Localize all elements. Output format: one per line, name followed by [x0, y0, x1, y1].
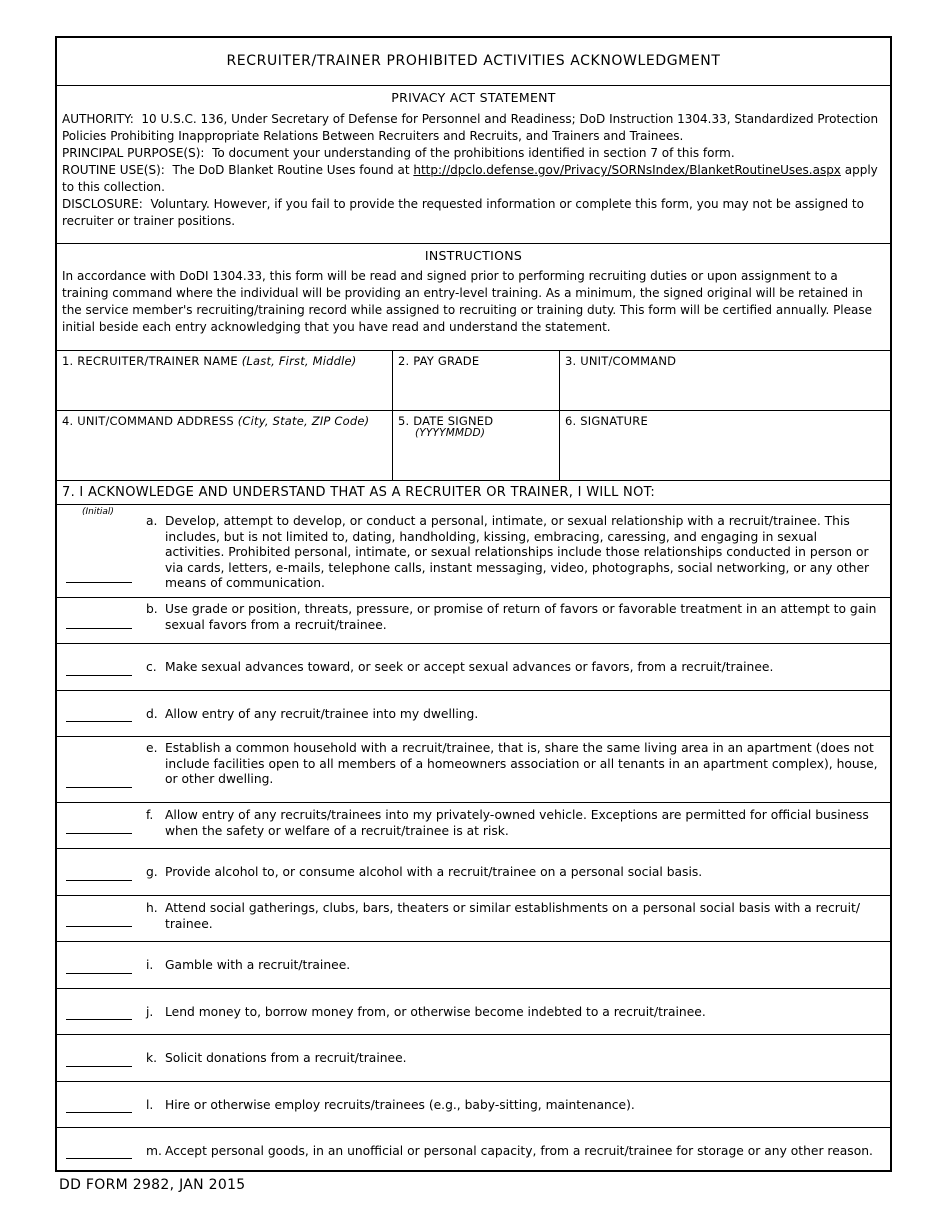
- acknowledgment-item: [57, 504, 890, 597]
- acknowledgment-statement: [146, 514, 880, 592]
- pay-grade-field[interactable]: [392, 351, 559, 410]
- acknowledgment-statement: [146, 1051, 880, 1067]
- address-label: 4. UNIT/COMMAND ADDRESS: [62, 414, 234, 428]
- initial-input-line[interactable]: [66, 880, 132, 881]
- authority-label: AUTHORITY:: [62, 112, 134, 126]
- privacy-heading: PRIVACY ACT STATEMENT: [391, 90, 556, 105]
- acknowledgment-item: [57, 597, 890, 643]
- initial-input-line[interactable]: [66, 1112, 132, 1113]
- routine-label: ROUTINE USE(S):: [62, 163, 165, 177]
- privacy-act-section: [57, 85, 890, 243]
- routine-uses-link[interactable]: http://dpclo.defense.gov/Privacy/SORNsIndex/BlanketRoutineUses.aspx: [413, 163, 841, 177]
- item-letter: k.: [146, 1051, 158, 1065]
- pay-grade-label: 2. PAY GRADE: [398, 354, 480, 368]
- initial-input-line[interactable]: [66, 721, 132, 722]
- instructions-heading: INSTRUCTIONS: [424, 248, 523, 263]
- acknowledgment-item: [57, 895, 890, 941]
- initial-input-line[interactable]: [66, 787, 132, 788]
- item-text: Solicit donations from a recruit/trainee.: [165, 1051, 407, 1065]
- acknowledgment-statement: [146, 741, 880, 788]
- item-letter: m.: [146, 1144, 162, 1158]
- item-letter: e.: [146, 741, 158, 755]
- item-text: Develop, attempt to develop, or conduct a personal, intimate, or sexual relationship with a recruit/trainee. This includes, but is not limited to, dating, handholding, kissing, embracing, caressing, and engaging in sexual activities. Prohibited personal, intimate, or sexual relationships include those relationships conducted in person or via cards, letters, e-mails, telephone calls, instant messaging, video, photographs, social networking, or any other means of communication.: [165, 514, 870, 590]
- purpose-label: PRINCIPAL PURPOSE(S):: [62, 146, 205, 160]
- acknowledgment-statement: [146, 808, 880, 839]
- info-row-1: [57, 350, 890, 410]
- acknowledgment-item: [57, 941, 890, 988]
- item-text: Provide alcohol to, or consume alcohol with a recruit/trainee on a personal social basis.: [165, 865, 703, 879]
- initial-input-line[interactable]: [66, 926, 132, 927]
- item-letter: i.: [146, 958, 154, 972]
- initial-input-line[interactable]: [66, 1019, 132, 1020]
- acknowledgment-statement: [146, 707, 880, 723]
- acknowledgment-item: [57, 848, 890, 895]
- info-row-2: [57, 410, 890, 480]
- initial-input-line[interactable]: [66, 973, 132, 974]
- name-field[interactable]: [57, 351, 392, 410]
- instructions-text: In accordance with DoDI 1304.33, this form will be read and signed prior to performing recruiting duties or upon assignment to a training command where the individual will be providing an entry-level training. As a minimum, the signed original will be retained in the service member's recruiting/training record while assigned to recruiting or training duty. This form will be certified annually. Please initial beside each entry acknowledging that you have read and understand the statement.: [62, 269, 873, 334]
- acknowledgment-statement: [146, 660, 880, 676]
- initial-input-line[interactable]: [66, 1066, 132, 1067]
- item-letter: d.: [146, 707, 158, 721]
- unit-command-field[interactable]: [559, 351, 894, 410]
- date-signed-label: 5. DATE SIGNED: [398, 414, 494, 428]
- item-text: Hire or otherwise employ recruits/trainees (e.g., baby-sitting, maintenance).: [165, 1098, 635, 1112]
- disclosure-text: Voluntary. However, if you fail to provide the requested information or complete this form, you may not be assigned to recruiter or trainer positions.: [62, 197, 864, 228]
- acknowledgment-item: [57, 736, 890, 802]
- name-label: 1. RECRUITER/TRAINER NAME: [62, 354, 238, 368]
- date-signed-field[interactable]: [392, 411, 559, 480]
- form-container: [55, 36, 892, 1172]
- acknowledgment-statement: [146, 1098, 880, 1114]
- item-letter: a.: [146, 514, 158, 528]
- initial-input-line[interactable]: [66, 582, 132, 583]
- item-text: Lend money to, borrow money from, or otherwise become indebted to a recruit/trainee.: [165, 1005, 706, 1019]
- name-hint: (Last, First, Middle): [241, 354, 357, 368]
- acknowledgment-item: [57, 643, 890, 690]
- initial-input-line[interactable]: [66, 628, 132, 629]
- address-field[interactable]: [57, 411, 392, 480]
- item-text: Allow entry of any recruit/trainee into my dwelling.: [165, 707, 479, 721]
- item-letter: c.: [146, 660, 157, 674]
- acknowledgment-item: [57, 802, 890, 848]
- item-letter: l.: [146, 1098, 154, 1112]
- item-text: Attend social gatherings, clubs, bars, theaters or similar establishments on a personal social basis with a recruit/ trainee.: [165, 901, 860, 931]
- acknowledgment-item: [57, 690, 890, 736]
- authority-text: 10 U.S.C. 136, Under Secretary of Defense for Personnel and Readiness; DoD Instruction 1304.33, Standardized Protection Policies Prohibiting Inappropriate Relations Between Recruiters and Recruits, and Trainers and Trainees.: [62, 112, 879, 143]
- initial-input-line[interactable]: [66, 1158, 132, 1159]
- item-text: Establish a common household with a recruit/trainee, that is, share the same living area in an apartment (does not include facilities open to all members of a homeowners association or all tenants in an apartment complex), house, or other dwelling.: [165, 741, 878, 786]
- instructions-section: [57, 243, 890, 350]
- item-text: Use grade or position, threats, pressure, or promise of return of favors or favorable treatment in an attempt to gain sexual favors from a recruit/trainee.: [165, 602, 877, 632]
- acknowledgment-statement: [146, 865, 880, 881]
- item-letter: b.: [146, 602, 158, 616]
- date-format-hint: (YYYYMMDD): [415, 427, 486, 439]
- address-hint: (City, State, ZIP Code): [237, 414, 370, 428]
- initial-column-label: (Initial): [82, 507, 114, 517]
- acknowledgment-statement: [146, 1144, 880, 1160]
- acknowledgment-statement: [146, 1005, 880, 1021]
- item-text: Gamble with a recruit/trainee.: [165, 958, 351, 972]
- authority-paragraph: [62, 111, 885, 145]
- acknowledgment-item: [57, 1081, 890, 1127]
- initial-input-line[interactable]: [66, 675, 132, 676]
- signature-field[interactable]: [559, 411, 894, 480]
- purpose-text: To document your understanding of the prohibitions identified in section 7 of this form.: [212, 146, 735, 160]
- acknowledgment-item: [57, 988, 890, 1034]
- item-text: Allow entry of any recruits/trainees into my privately-owned vehicle. Exceptions are permitted for official business when the safety or welfare of a recruit/trainee is at risk.: [165, 808, 869, 838]
- acknowledgment-item: [57, 1034, 890, 1081]
- routine-tail: apply to this collection.: [62, 163, 878, 194]
- item-text: Make sexual advances toward, or seek or accept sexual advances or favors, from a recruit/trainee.: [165, 660, 774, 674]
- purpose-paragraph: [62, 145, 885, 162]
- item-letter: g.: [146, 865, 158, 879]
- acknowledgment-statement: [146, 958, 880, 974]
- disclosure-label: DISCLOSURE:: [62, 197, 143, 211]
- initial-input-line[interactable]: [66, 833, 132, 834]
- routine-text: The DoD Blanket Routine Uses found at: [172, 163, 410, 177]
- form-footer: DD FORM 2982, JAN 2015: [59, 1177, 246, 1193]
- item-letter: j.: [146, 1005, 154, 1019]
- unit-command-label: 3. UNIT/COMMAND: [565, 354, 677, 368]
- item-text: Accept personal goods, in an unofficial or personal capacity, from a recruit/trainee for storage or any other reason.: [165, 1144, 873, 1158]
- acknowledgment-statement: [146, 602, 880, 633]
- acknowledgment-statement: [146, 901, 880, 932]
- signature-label: 6. SIGNATURE: [565, 414, 648, 428]
- form-title: RECRUITER/TRAINER PROHIBITED ACTIVITIES ACKNOWLEDGMENT: [226, 53, 721, 69]
- routine-paragraph: [62, 162, 885, 196]
- item-letter: f.: [146, 808, 154, 822]
- item-letter: h.: [146, 901, 158, 915]
- acknowledgment-item: [57, 1127, 890, 1173]
- disclosure-paragraph: [62, 196, 885, 230]
- acknowledgment-heading: 7. I ACKNOWLEDGE AND UNDERSTAND THAT AS A RECRUITER OR TRAINER, I WILL NOT:: [57, 480, 890, 504]
